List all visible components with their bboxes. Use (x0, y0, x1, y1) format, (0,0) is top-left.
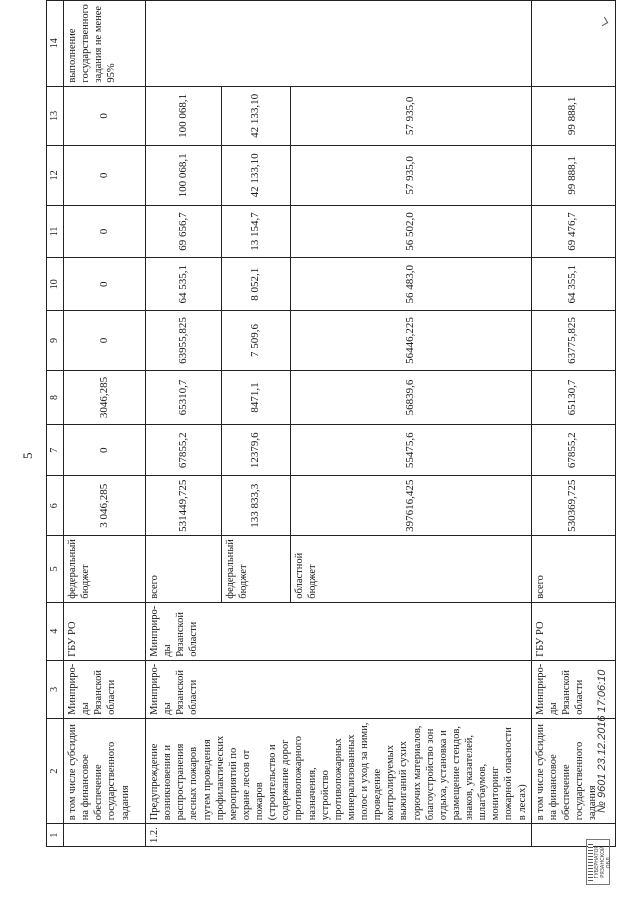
stamp-text: ГУБЕРНАТОР РЯЗАНСКОЙ ОБЛ. (594, 845, 612, 879)
value-cell: 8 052,1 (221, 258, 290, 311)
value-cell: 67855,2 (531, 425, 615, 476)
value-cell: 100 068,1 (146, 86, 222, 146)
value-cell: 531449,725 (146, 476, 222, 536)
page-number: 5 (20, 452, 35, 459)
value-cell: 64 355,1 (531, 258, 615, 311)
value-cell: 56839,6 (290, 370, 531, 424)
value-cell: 530369,725 (531, 476, 615, 536)
value-cell: 65310,7 (146, 370, 222, 424)
value-cell: 64 535,1 (146, 258, 222, 311)
executor-cell: Минприро-ды Рязанской области (146, 660, 532, 718)
result-cell (146, 1, 532, 87)
value-cell: 42 133,10 (221, 86, 290, 146)
col-num: 1 (47, 824, 64, 847)
description-cell: Предупреждение возникновения и распространения лесных пожаров путем проведения профилактических мероприятий по охране лесов от пожаров (строительство и содержание дорог противопожарного назначения, устройство противопожарных минерализованных полос и уход за ними, проведение контролируемых выжиганий сухих горючих материалов, благоустройство зон отдыха, установка и размещение стендов, знаков, указателей, шлагбаумов, мониторинг пожарной опасности в лесах) (146, 718, 532, 823)
value-cell: 55475,6 (290, 425, 531, 476)
value-cell: 397616,425 (290, 476, 531, 536)
value-cell: 13 154,7 (221, 205, 290, 258)
value-cell: 69 656,7 (146, 205, 222, 258)
col-num: 12 (47, 146, 64, 206)
value-cell: 12379,6 (221, 425, 290, 476)
description-cell: в том числе субсидии на финансовое обеспечение государственного задания (531, 718, 615, 823)
value-cell: 57 935,0 (290, 86, 531, 146)
col-num: 10 (47, 258, 64, 311)
value-cell: 57 935,0 (290, 146, 531, 206)
value-cell: 99 888,1 (531, 86, 615, 146)
value-cell: 3046,285 (64, 370, 146, 424)
value-cell: 69 476,7 (531, 205, 615, 258)
executor-cell: Минприро-ды Рязанской области (531, 660, 615, 718)
value-cell: 99 888,1 (531, 146, 615, 206)
description-cell: в том числе субсидии на финансовое обеспечение государственного задания (64, 718, 146, 823)
value-cell: 133 833,3 (221, 476, 290, 536)
value-cell: 7 509,6 (221, 311, 290, 371)
result-cell: выполнение государственного задания не менее 95% (64, 1, 146, 87)
value-cell: 0 (64, 258, 146, 311)
result-cell (531, 1, 615, 87)
registration-footer: № 9601 23.12.2016 17:06:10 (596, 669, 608, 813)
value-cell: 56 502,0 (290, 205, 531, 258)
value-cell: 0 (64, 86, 146, 146)
col-num: 5 (47, 536, 64, 603)
value-cell: 3 046,285 (64, 476, 146, 536)
table-row (146, 1, 222, 847)
source-cell: федеральный бюджет (221, 536, 290, 603)
value-cell: 0 (64, 425, 146, 476)
row-index: 1.2. (146, 824, 532, 847)
registration-stamp (586, 839, 610, 885)
participant-cell: ГБУ РО (64, 602, 146, 660)
col-num: 7 (47, 425, 64, 476)
source-cell: областной бюджет (290, 536, 531, 603)
column-number-row (47, 1, 64, 847)
value-cell: 63775,825 (531, 311, 615, 371)
value-cell: 0 (64, 205, 146, 258)
source-cell: всего (531, 536, 615, 603)
table-row (64, 1, 146, 847)
value-cell: 63955,825 (146, 311, 222, 371)
executor-cell: Минприро-ды Рязанской области (64, 660, 146, 718)
value-cell: 100 068,1 (146, 146, 222, 206)
value-cell: 56 483,0 (290, 258, 531, 311)
value-cell: 0 (64, 311, 146, 371)
source-cell: всего (146, 536, 222, 603)
col-num: 3 (47, 660, 64, 718)
value-cell: 65130,7 (531, 370, 615, 424)
participant-cell: Минприро-ды Рязанской области (146, 602, 532, 660)
stamp-barcode (588, 843, 593, 881)
source-cell: федеральный бюджет (64, 536, 146, 603)
value-cell: 8471,1 (221, 370, 290, 424)
value-cell: 56446,225 (290, 311, 531, 371)
col-num: 2 (47, 718, 64, 823)
participant-cell: ГБУ РО (531, 602, 615, 660)
col-num: 13 (47, 86, 64, 146)
col-num: 8 (47, 370, 64, 424)
value-cell: 67855,2 (146, 425, 222, 476)
col-num: 14 (47, 1, 64, 87)
value-cell: 42 133,10 (221, 146, 290, 206)
col-num: 4 (47, 602, 64, 660)
col-num: 6 (47, 476, 64, 536)
row-index (64, 824, 146, 847)
budget-table (46, 0, 616, 847)
value-cell: 0 (64, 146, 146, 206)
col-num: 11 (47, 205, 64, 258)
col-num: 9 (47, 311, 64, 371)
